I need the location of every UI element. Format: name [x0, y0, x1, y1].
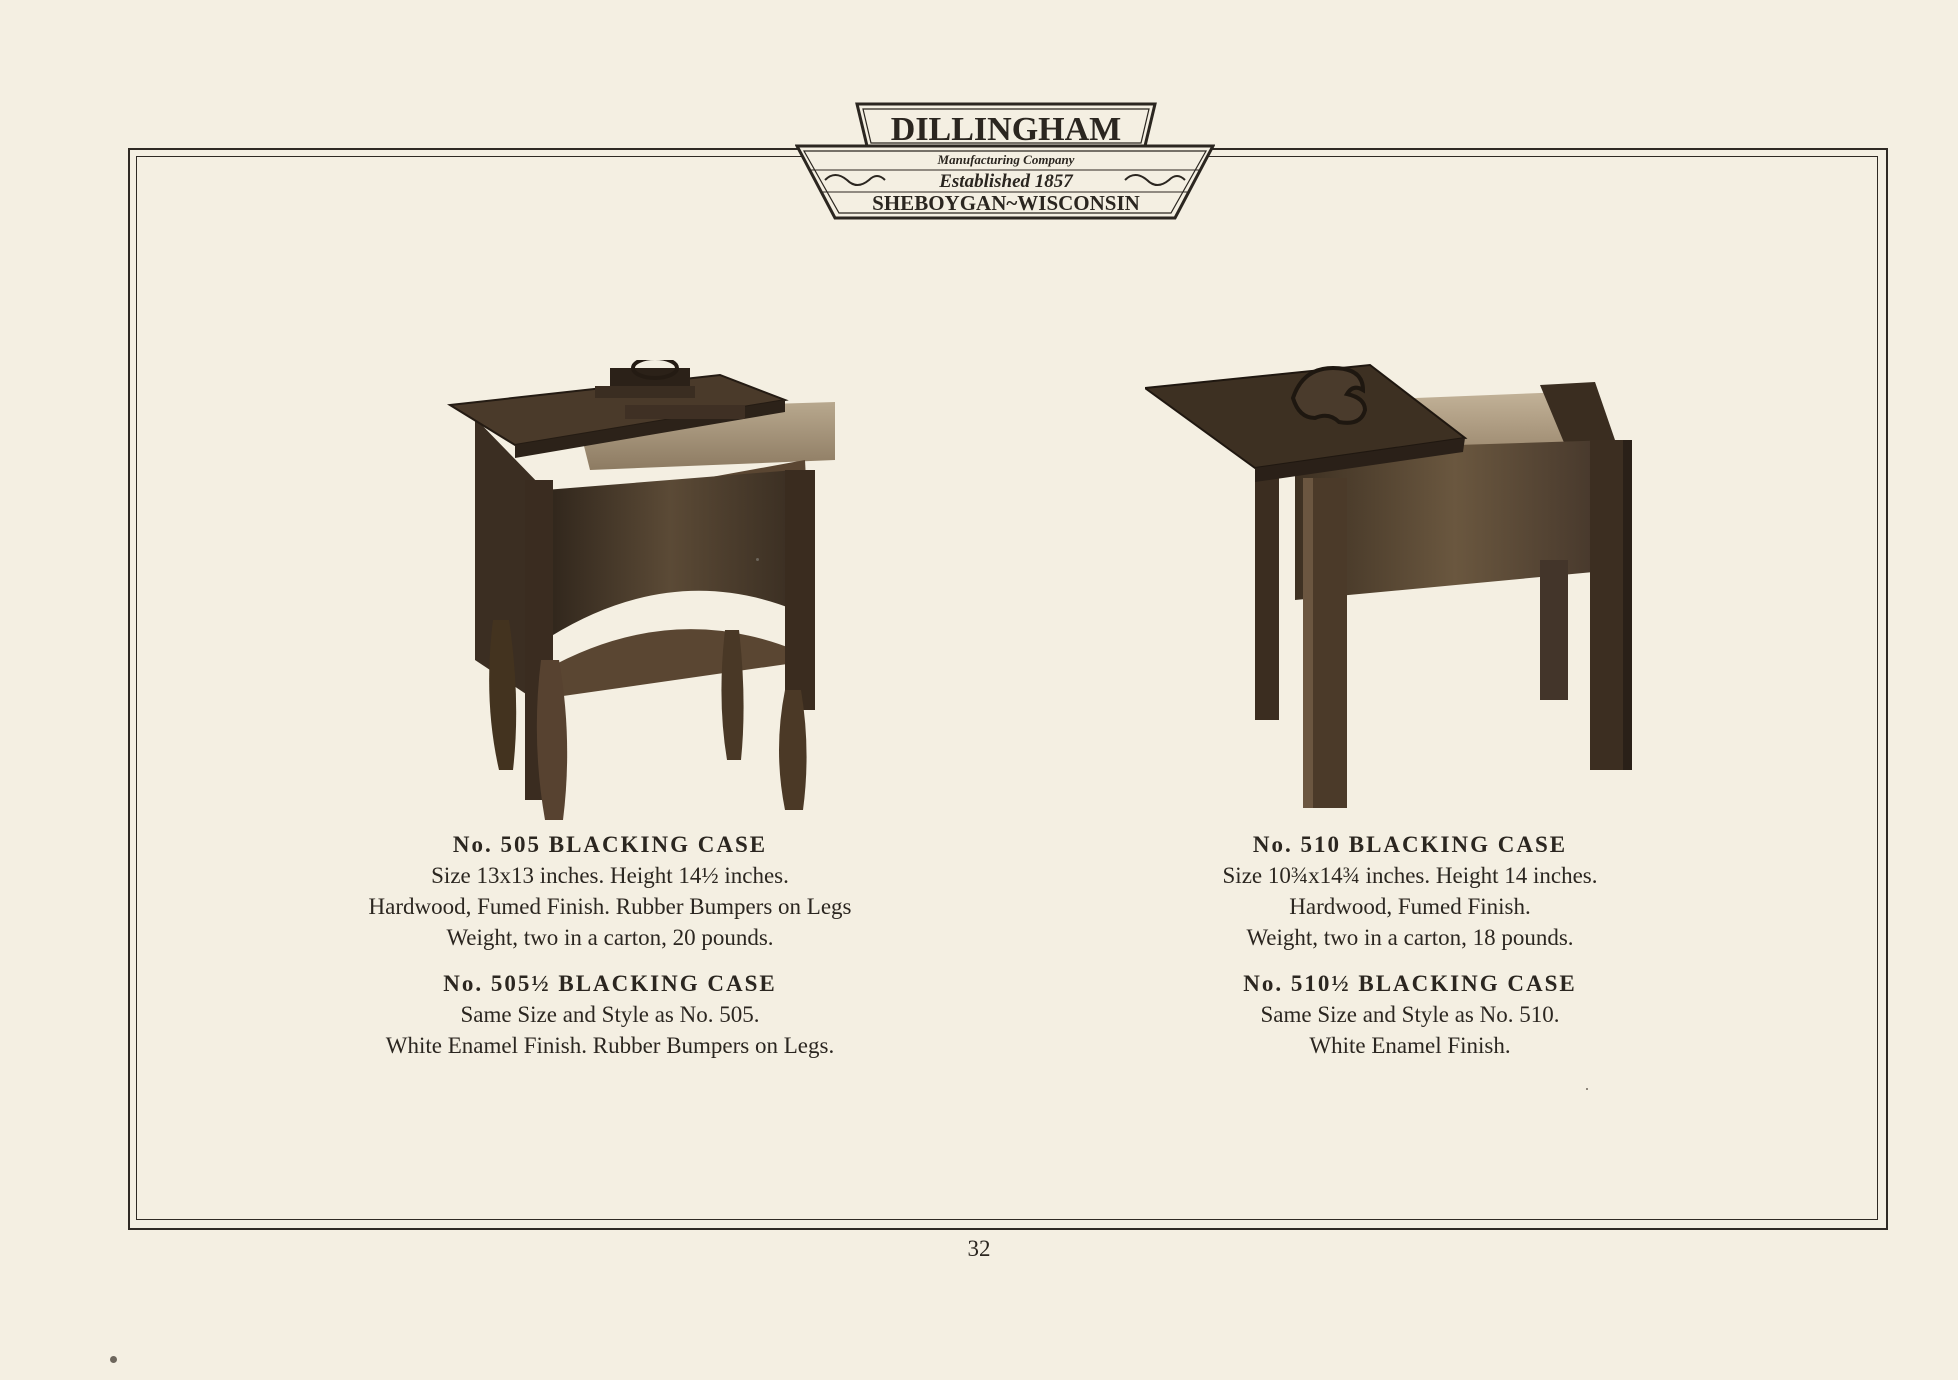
product-505-photo	[385, 360, 835, 820]
product-510-finish: Hardwood, Fumed Finish.	[1289, 894, 1531, 919]
paper-speck	[1586, 1088, 1588, 1090]
company-logo	[795, 100, 1215, 222]
product-505-finish: Hardwood, Fumed Finish. Rubber Bumpers on Legs	[368, 894, 852, 919]
product-505-size: Size 13x13 inches. Height 14½ inches.	[431, 863, 789, 888]
product-505-title: No. 505 BLACKING CASE	[452, 832, 768, 857]
product-510-size: Size 10¾x14¾ inches. Height 14 inches.	[1222, 863, 1598, 888]
page-number: 32	[967, 1236, 991, 1261]
logo-name: DILLINGHAM	[890, 111, 1122, 148]
product-505	[250, 360, 970, 1061]
product-505-half-title: No. 505½ BLACKING CASE	[443, 971, 777, 996]
product-505-weight: Weight, two in a carton, 20 pounds.	[446, 925, 774, 950]
logo-established: Established 1857	[939, 171, 1073, 192]
product-510	[1040, 360, 1780, 1061]
product-510-half-title: No. 510½ BLACKING CASE	[1243, 971, 1577, 996]
product-505-half-finish: White Enamel Finish. Rubber Bumpers on Legs.	[385, 1033, 835, 1058]
logo-subtitle: Manufacturing Company	[937, 152, 1075, 167]
product-510-photo	[1145, 360, 1675, 820]
product-505-half-size: Same Size and Style as No. 505.	[460, 1002, 760, 1027]
product-510-half-size: Same Size and Style as No. 510.	[1260, 1002, 1560, 1027]
product-510-half-finish: White Enamel Finish.	[1309, 1033, 1511, 1058]
paper-speck	[756, 558, 759, 561]
paper-speck	[110, 1356, 117, 1363]
product-510-title: No. 510 BLACKING CASE	[1252, 832, 1568, 857]
product-510-weight: Weight, two in a carton, 18 pounds.	[1246, 925, 1574, 950]
logo-location: SHEBOYGAN~WISCONSIN	[872, 191, 1140, 215]
